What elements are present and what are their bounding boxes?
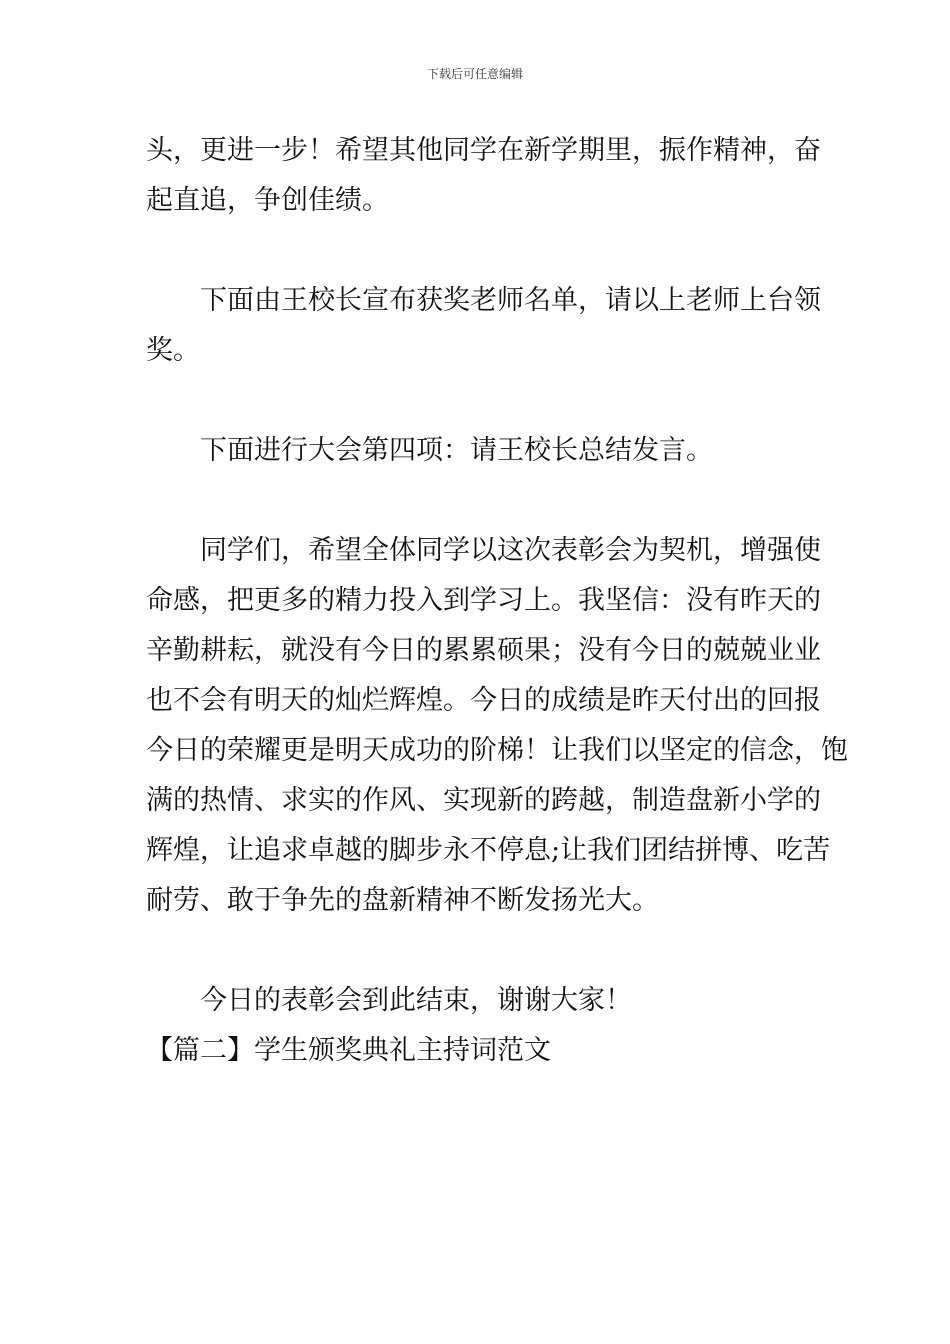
text-line: 辛勤耕耘，就没有今日的累累硕果；没有今日的兢兢业业 bbox=[146, 635, 821, 666]
text-line: 头，更进一步！希望其他同学在新学期里，振作精神，奋 bbox=[146, 135, 821, 166]
text-line: 下面进行大会第四项：请王校长总结发言。 bbox=[200, 435, 713, 466]
text-line: 今日的荣耀更是明天成功的阶梯！让我们以坚定的信念，饱 bbox=[146, 735, 848, 766]
text-line: 命感，把更多的精力投入到学习上。我坚信：没有昨天的 bbox=[146, 585, 821, 616]
text-line: 耐劳、敢于争先的盘新精神不断发扬光大。 bbox=[146, 885, 659, 916]
paragraph-meeting-end bbox=[146, 976, 806, 1026]
text-line: 【篇二】学生颁奖典礼主持词范文 bbox=[146, 1035, 551, 1066]
paragraph-award-teachers bbox=[146, 276, 821, 376]
text-line: 今日的表彰会到此结束，谢谢大家！ bbox=[200, 985, 632, 1016]
paragraph-continuation bbox=[146, 126, 821, 226]
page-header-note: 下载后可任意编辑 bbox=[426, 67, 523, 81]
paragraph-closing-speech bbox=[146, 526, 848, 926]
text-line: 奖。 bbox=[146, 335, 200, 366]
text-line: 同学们，希望全体同学以这次表彰会为契机，增强使 bbox=[200, 535, 821, 566]
paragraph-agenda-item-four bbox=[146, 426, 806, 476]
text-line: 辉煌，让追求卓越的脚步永不停息;让我们团结拼博、吃苦 bbox=[146, 835, 831, 866]
text-line: 起直追，争创佳绩。 bbox=[146, 185, 389, 216]
text-line: 也不会有明天的灿烂辉煌。今日的成绩是昨天付出的回报 bbox=[146, 685, 821, 716]
document-body bbox=[146, 126, 848, 1076]
text-line: 满的热情、求实的作风、实现新的跨越，制造盘新小学的 bbox=[146, 785, 821, 816]
section-heading-part-two bbox=[146, 1026, 806, 1076]
text-line: 下面由王校长宣布获奖老师名单，请以上老师上台领 bbox=[200, 285, 821, 316]
